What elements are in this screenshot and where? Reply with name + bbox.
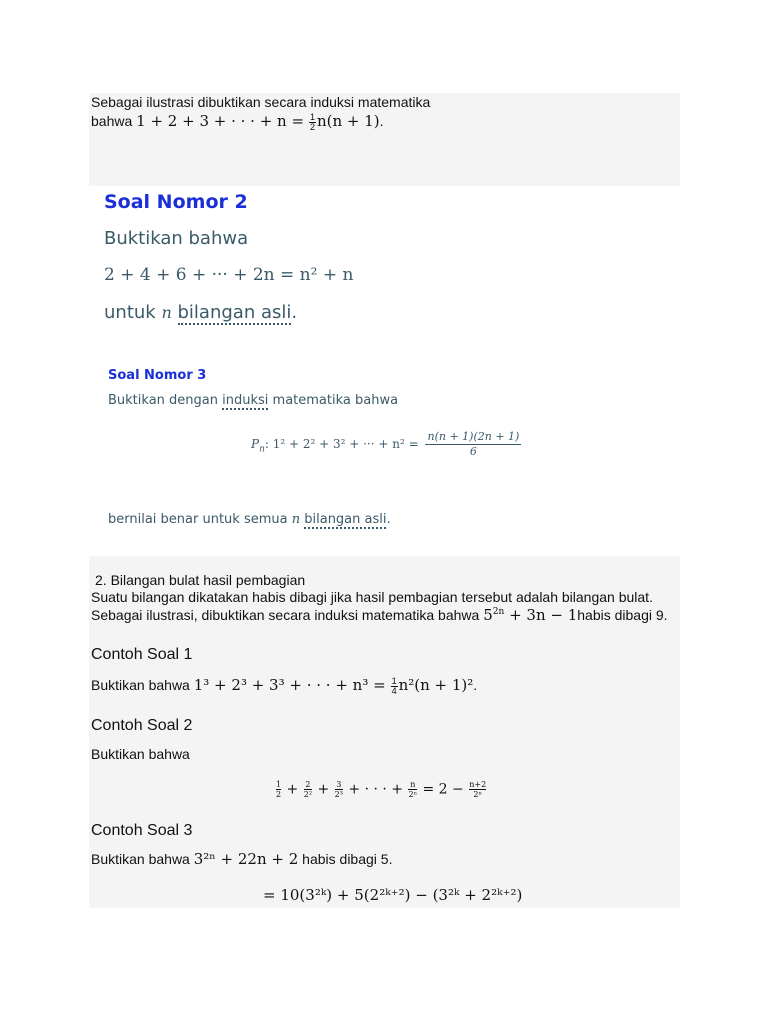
contoh1-buktikan: Buktikan bahwa [91,677,190,694]
intro-period: . [379,113,384,130]
contoh3-habis: habis dibagi 5. [302,851,393,867]
soal3-bernilai: bernilai benar untuk semua [108,512,288,527]
contoh1-formula-a: 1³ + 2³ + 3³ + · · · + n³ = [193,676,386,695]
soal2-text-1: Buktikan bahwa [104,228,249,249]
soal3-period: . [386,512,391,527]
soal3-formula [251,430,521,459]
soal3-n: n [291,512,301,527]
soal2-title: Soal Nomor 2 [104,191,248,213]
section2-line-2 [91,607,668,624]
intro-line-2 [91,113,384,132]
intro-block [89,93,680,186]
contoh1-heading: Contoh Soal 1 [91,646,193,663]
contoh2-text: Buktikan bahwa [91,746,190,762]
intro-formula-tail: n(n + 1) [316,112,380,131]
soal2-untuk: untuk [104,302,156,323]
section2-line-2-end: habis dibagi 9. [577,607,668,623]
soal3-p-sub: n [259,444,265,455]
contoh3-text [91,851,392,868]
contoh2-formula: $\frac{1}{2}$ + $\frac{2}{\text{2²}}$ + $\frac{3}{\text{2³}}$ + · · · + $\frac{n}{\text{2ⁿ}}$ = 2 − $\frac{n+2}{\text{2ⁿ}}$ [276,780,487,799]
contoh3-buktikan: Buktikan bahwa [91,851,190,867]
soal2-period: . [291,302,298,323]
soal2-n: n [161,303,172,322]
section2-formula: $5^{2n} + 3n - 1$ [483,606,578,624]
soal3-fraction: $\frac{n(n + 1)(2n + 1)}{6}$ [427,430,520,458]
contoh3-formula: 3²ⁿ + 22n + 2 [193,850,299,868]
soal-image-panel [89,186,680,556]
soal2-formula: 2 + 4 + 6 + ··· + 2n = n² + n [104,265,354,285]
contoh1-fraction: $\frac{1}{4}$ [391,676,397,696]
intro-formula: 1 + 2 + 3 + · · · + n = [136,112,305,131]
intro-fraction: $\frac{1}{2}$ [309,112,315,132]
contoh1-formula-b: n²(n + 1)² [398,676,474,695]
soal3-bilangan-asli-link[interactable]: bilangan asli [304,512,387,527]
soal3-p: P [251,437,260,451]
section2-line-2-text: Sebagai ilustrasi, dibuktikan secara induksi matematika bahwa [91,607,480,623]
contoh1-text [91,677,477,696]
soal3-formula-mid: : 1² + 2² + 3² + ··· + n² = [264,437,419,451]
contoh3-heading: Contoh Soal 3 [91,822,193,839]
soal3-title: Soal Nomor 3 [108,368,207,383]
contoh1-period: . [473,677,478,694]
list-item-2: 2. Bilangan bulat hasil pembagian [95,572,306,588]
soal2-bilangan-asli-link[interactable]: bilangan asli [177,302,292,323]
soal3-induksi-link[interactable]: induksi [222,393,269,408]
soal3-buktikan: Buktikan dengan [108,393,218,408]
section2-line-1: Suatu bilangan dikatakan habis dibagi jika hasil pembagian tersebut adalah bilangan bulat. [91,589,653,605]
soal3-text-2 [108,512,391,527]
soal3-matematika: matematika bahwa [272,393,399,408]
section2-block [89,556,680,908]
soal3-text-1 [108,393,398,408]
intro-line-1: Sebagai ilustrasi dibuktikan secara induksi matematika [91,94,431,110]
soal2-text-2 [104,302,297,323]
contoh2-heading: Contoh Soal 2 [91,717,193,734]
intro-prefix: bahwa [91,113,133,130]
contoh3-equation: = 10(3²ᵏ) + 5(2²ᵏ⁺²) − (3²ᵏ + 2²ᵏ⁺²) [263,886,523,904]
